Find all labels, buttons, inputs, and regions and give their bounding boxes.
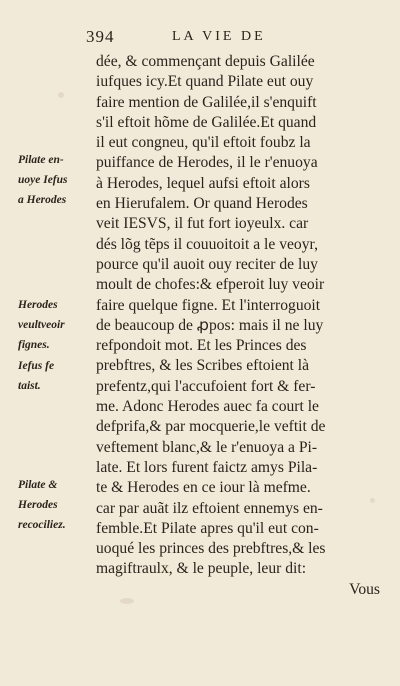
- text-line: refpondoit mot. Et les Princes des: [96, 337, 307, 355]
- margin-note-line: taist.: [18, 380, 41, 392]
- paper-blemish: [370, 498, 375, 503]
- margin-note-line: Herodes: [18, 299, 58, 311]
- text-line: en Hierufalem. Or quand Herodes: [96, 195, 308, 213]
- text-line: iufques icy.Et quand Pilate eut ouy: [96, 73, 314, 91]
- page-number: 394: [86, 27, 115, 46]
- text-line: faire quelque figne. Et l'interroguoit: [96, 296, 321, 314]
- text-line: prebftres, & les Scribes eftoient là: [96, 357, 310, 375]
- margin-note-line: Pilate en-: [18, 154, 64, 166]
- text-line: veit IESVS, il fut fort ioyeulx. car: [96, 215, 309, 233]
- paper-blemish: [120, 598, 134, 604]
- running-head: [86, 27, 386, 47]
- text-line: à Herodes, lequel aufsi eftoit alors: [96, 174, 310, 192]
- margin-note-line: Herodes: [18, 499, 58, 511]
- text-line: veftement blanc,& le r'enuoya a Pi-: [96, 438, 318, 456]
- running-title: LA VIE DE: [172, 29, 266, 44]
- text-line: uoqué les princes des prebftres,& les: [96, 540, 326, 558]
- text-line: magiftraulx, & le peuple, leur dit:: [96, 560, 307, 578]
- body-text: [96, 52, 386, 600]
- margin-note-line: uoye Iefus: [18, 174, 68, 186]
- text-line: me. Adonc Herodes auec fa court le: [96, 398, 319, 416]
- text-line: prefentz,qui l'accufoient fort & fer-: [96, 377, 316, 395]
- text-line: de beaucoup de ꝓpos: mais il ne luy: [96, 316, 324, 334]
- text-line: faire mention de Galilée,il s'enquift: [96, 93, 317, 111]
- text-line: te & Herodes en ce iour là mefme.: [96, 479, 311, 497]
- text-line: dés lõg tẽps il couuoitoit a le veoyr,: [96, 235, 318, 253]
- text-line: pource qu'il auoit ouy reciter de luy: [96, 255, 318, 273]
- text-line: late. Et lors furent faictz amys Pila-: [96, 458, 318, 476]
- text-line: puiffance de Herodes, il le r'enuoya: [96, 154, 318, 172]
- text-line: defprifa,& par mocquerie,le veftit de: [96, 418, 326, 436]
- paper-blemish: [58, 92, 64, 98]
- margin-note-line: Iefus fe: [18, 360, 55, 372]
- text-line: femble.Et Pilate apres qu'il eut con-: [96, 519, 319, 537]
- text-line: moult de chofes:& efperoit luy veoir: [96, 276, 325, 294]
- text-line: car par auãt ilz eftoient ennemys en-: [96, 499, 323, 517]
- text-line: s'il eftoit hõme de Galilée.Et quand: [96, 113, 317, 131]
- margin-note-line: recociliez.: [18, 519, 66, 531]
- text-line: dée, & commençant depuis Galilée: [96, 53, 315, 70]
- catchword: Vous: [349, 580, 380, 598]
- margin-note-line: fignes.: [18, 339, 50, 351]
- margin-note-line: a Herodes: [18, 194, 67, 206]
- text-line: il eut congneu, qu'il eftoit foubz la: [96, 134, 311, 152]
- margin-note-line: veultveoir: [18, 319, 65, 331]
- margin-note-line: Pilate &: [18, 479, 58, 491]
